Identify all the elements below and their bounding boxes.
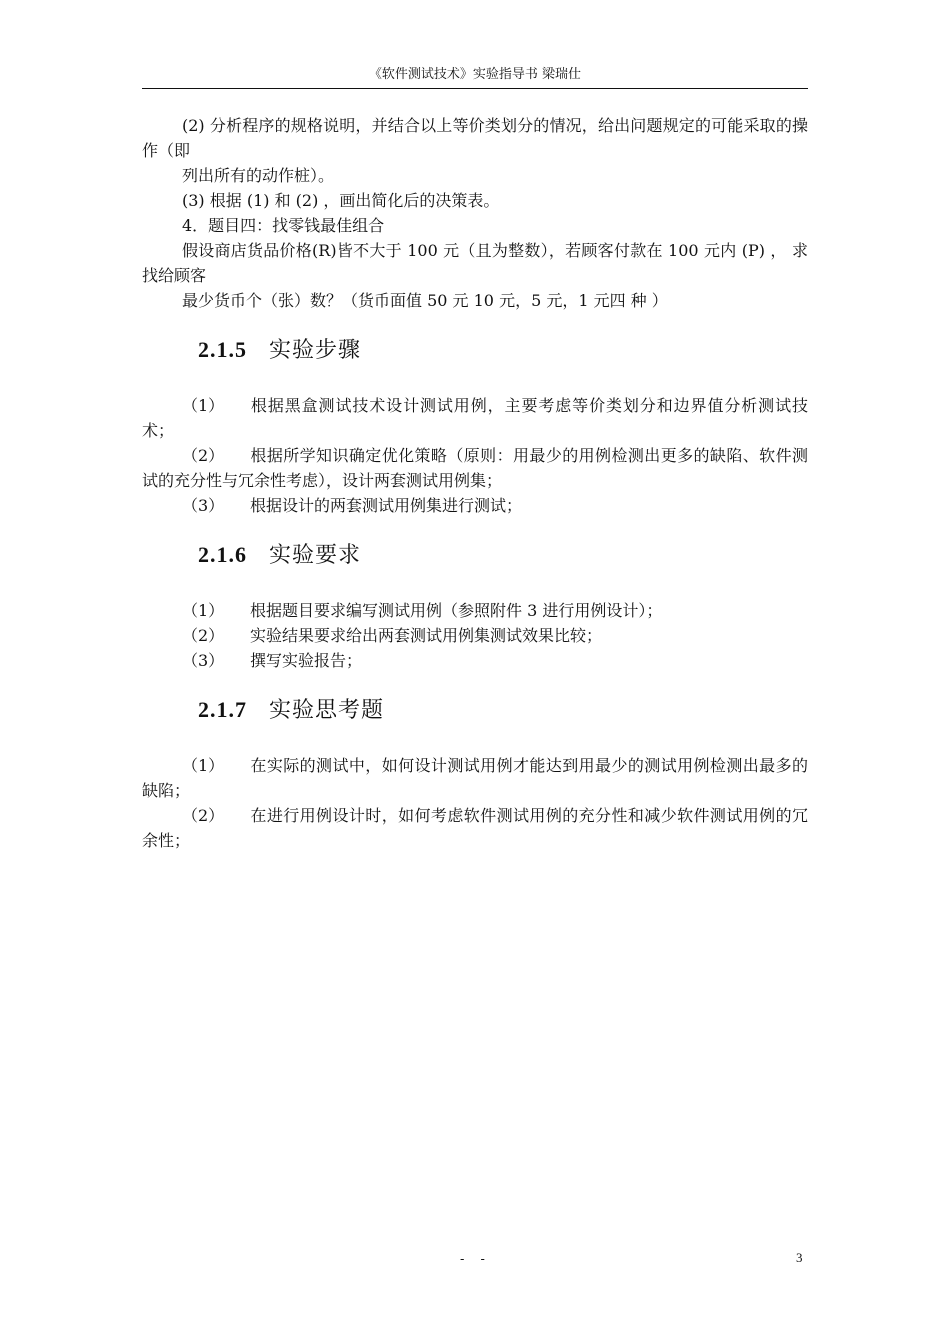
- list-item-text: 根据黑盒测试技术设计测试用例，主要考虑等价类划分和边界值分析测试技术；: [142, 396, 808, 440]
- page-number: 3: [796, 1250, 803, 1265]
- section-heading-2-1-6: [142, 540, 808, 571]
- list-item-number: （3）: [182, 496, 225, 515]
- list-item-text: 在进行用例设计时，如何考虑软件测试用例的充分性和减少软件测试用例的冗余性；: [142, 806, 808, 850]
- list-item: [142, 598, 808, 623]
- list-item-text: 根据所学知识确定优化策略（原则：用最少的用例检测出更多的缺陷、软件测试的充分性与冗余性考虑），设计两套测试用例集；: [142, 446, 808, 490]
- paragraph: 最少货币个（张）数？（货币面值 50 元 10 元，5 元，1 元四 种 ）: [182, 291, 668, 310]
- list-item-number: （2）: [182, 446, 225, 465]
- list-item: [142, 753, 808, 803]
- section-title: 实验要求: [269, 543, 362, 568]
- paragraph: 4．题目四：找零钱最佳组合: [182, 216, 385, 235]
- section-number: 2.1.6: [198, 542, 247, 567]
- list-item-text: 根据设计的两套测试用例集进行测试；: [250, 496, 523, 515]
- section-title: 实验思考题: [269, 698, 385, 723]
- section-heading-2-1-7: [142, 695, 808, 726]
- list-item: [142, 393, 808, 443]
- paragraph: (2) 分析程序的规格说明，并结合以上等价类划分的情况，给出问题规定的可能采取的操作（即: [142, 116, 808, 160]
- running-header: 《软件测试技术》实验指导书 梁瑞仕: [368, 67, 582, 82]
- paragraph: (3) 根据 (1) 和 (2) ，画出简化后的决策表。: [182, 191, 500, 210]
- list-item: [142, 623, 808, 648]
- list-item: [142, 803, 808, 853]
- section-heading-2-1-5: [142, 335, 808, 366]
- section-number: 2.1.7: [198, 697, 247, 722]
- paragraph: 列出所有的动作桩）。: [182, 166, 335, 185]
- list-item-number: （1）: [182, 601, 225, 620]
- list-item-text: 实验结果要求给出两套测试用例集测试效果比较；: [250, 626, 603, 645]
- list-item: [142, 443, 808, 493]
- paragraph: 假设商店货品价格(R)皆不大于 100 元（且为整数），若顾客付款在 100 元内 (P) ， 求找给顾客: [142, 241, 808, 285]
- list-item-text: 在实际的测试中，如何设计测试用例才能达到用最少的测试用例检测出最多的缺陷；: [142, 756, 808, 800]
- list-item: [142, 493, 808, 518]
- list-item-number: （1）: [182, 396, 225, 415]
- list-item-number: （2）: [182, 626, 225, 645]
- list-item-number: （2）: [182, 806, 225, 825]
- section-number: 2.1.5: [198, 337, 247, 362]
- list-item-text: 根据题目要求编写测试用例（参照附件 3 进行用例设计）；: [250, 601, 663, 620]
- document-body: [142, 113, 808, 853]
- list-item-number: （1）: [182, 756, 225, 775]
- section-title: 实验步骤: [269, 338, 362, 363]
- header-rule: [142, 88, 808, 89]
- list-item-number: （3）: [182, 651, 225, 670]
- list-item: [142, 648, 808, 673]
- list-item-text: 撰写实验报告；: [250, 651, 363, 670]
- footer-dashes: - -: [460, 1252, 491, 1267]
